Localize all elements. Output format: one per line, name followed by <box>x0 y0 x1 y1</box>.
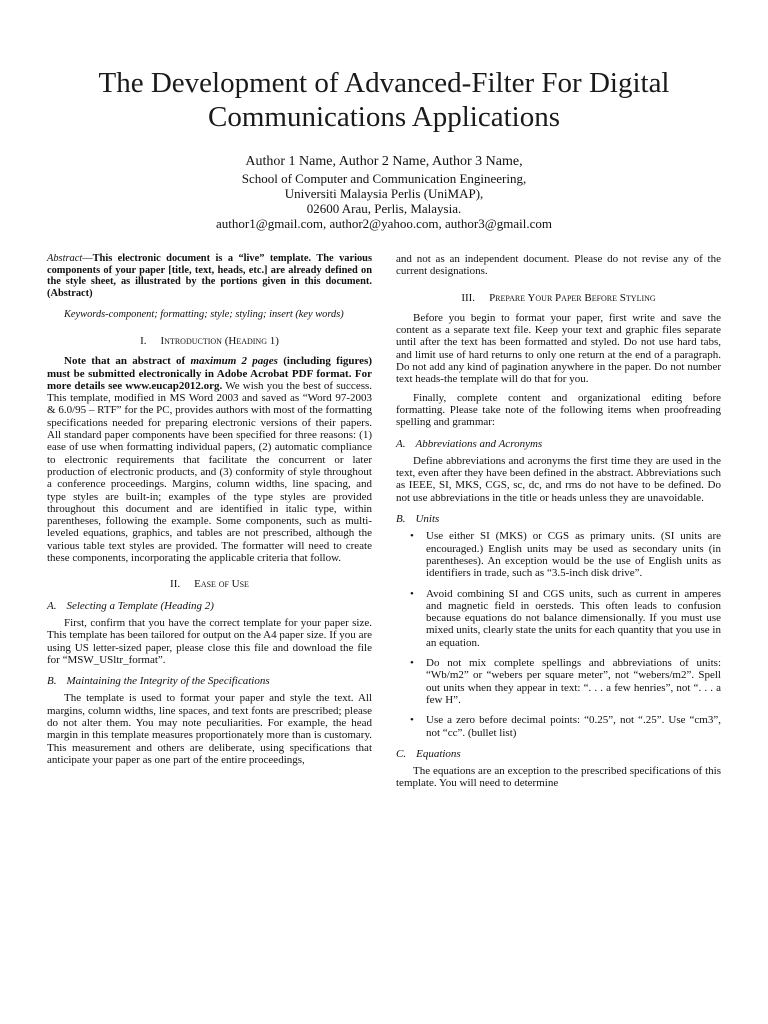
intro-bold-em: maximum 2 pages <box>190 355 278 368</box>
abstract-lead: Abstract <box>47 253 83 264</box>
author-emails: author1@gmail.com, author2@yahoo.com, author3@gmail.com <box>216 216 552 231</box>
author-names: Author 1 Name, Author 2 Name, Author 3 Name, <box>245 154 523 169</box>
section-heading-2 <box>47 578 372 590</box>
subsection-heading-3a <box>396 438 721 450</box>
intro-text: We wish you the best of success. This template, modified in MS Word 2003 and saved as “Word 97-2003 & 6.0/95 – RTF” for the PC, provides authors with most of the formatting specifications needed for preparing electronic versions of their papers. All standard paper components have been specified for three reasons: (1) ease of use when formatting individual papers, (2) automatic compliance to electronic requirements that facilitate the concurrent or later production of electronic products, and (3) conformity of style throughout a conference proceedings. Margins, column widths, line spacing, and type styles are built-in; examples of the type styles are provided throughout this document and are identified in italic type, within parentheses, following the example. Some components, such as multi-leveled equations, graphics, and tables are not prescribed, although the various table text styles are provided. The formatter will need to create these components, incorporating the applicable criteria that follow. <box>47 379 373 565</box>
intro-paragraph <box>47 355 372 564</box>
list-item: • Do not mix complete spellings and abbreviations of units: “Wb/m2” or “webers per square meter”, not “webers/m2”. Spell out units when they appear in text: “. . . a few henries”, not “. . . a few H”. <box>426 657 721 706</box>
subsection-number: A. <box>47 599 57 612</box>
right-column <box>396 253 721 796</box>
subsection-heading-3b <box>396 513 721 525</box>
units-bullet-list <box>396 530 721 738</box>
author-school: School of Computer and Communication Engineering, <box>241 171 527 186</box>
section-heading-1 <box>47 335 372 347</box>
subsection-2a-text: First, confirm that you have the correct template for your paper size. This template has been tailored for output on the A4 paper size. If you are using US letter-sized paper, please close this file and download the file for “MSW_USltr_format”. <box>47 616 372 666</box>
intro-bold-pre: Note that an abstract of <box>64 355 191 368</box>
section-number: II. <box>170 578 181 591</box>
subsection-title: Units <box>415 513 440 526</box>
subsection-title: Maintaining the Integrity of the Specifications <box>66 675 270 688</box>
list-item: • Use either SI (MKS) or CGS as primary units. (SI units are encouraged.) English units may be used as secondary units (in parentheses). An exception would be the use of English units as identifiers in trade, such as “3.5-inch disk drive”. <box>426 530 721 579</box>
subsection-title: Abbreviations and Acronyms <box>415 437 543 450</box>
section-heading-3 <box>396 292 721 304</box>
subsection-title: Selecting a Template (Heading 2) <box>66 599 214 612</box>
subsection-heading-2a <box>47 600 372 612</box>
abstract-dash: — <box>82 253 93 264</box>
subsection-number: B. <box>396 513 406 526</box>
subsection-number: A. <box>396 437 406 450</box>
section-number: III. <box>461 291 476 304</box>
section-title: Prepare Your Paper Before Styling <box>489 291 656 304</box>
subsection-2b-text: The template is used to format your paper and style the text. All margins, column widths, line spaces, and text fonts are prescribed; please do not alter them. You may note peculiarities. For example, the head margin in this template measures proportionately more than is customary. This measurement and others are deliberate, using specifications that anticipate your paper as one part of the entire proceedings, <box>47 692 372 766</box>
paper-title: The Development of Advanced-Filter For Digital Communications Applications <box>98 67 670 133</box>
subsection-3a-text: Define abbreviations and acronyms the first time they are used in the text, even after they have been defined in the abstract. Abbreviations such as IEEE, SI, MKS, CGS, sc, dc, and rms do not have to be defined. Do not use abbreviations in the title or heads unless they are unavoidable. <box>396 454 721 504</box>
subsection-2b-continued: and not as an independent document. Please do not revise any of the current designations. <box>396 253 721 278</box>
list-item: • Avoid combining SI and CGS units, such as current in amperes and magnetic field in oersteds. This often leads to confusion because equations do not balance dimensionally. If you must use mixed units, clearly state the units for each quantity that you use in an equation. <box>426 588 721 649</box>
section-title: Introduction (Heading 1) <box>160 334 279 347</box>
subsection-3c-text: The equations are an exception to the prescribed specifications of this template. You will need to determine <box>396 765 721 790</box>
section-3-paragraph-2: Finally, complete content and organizational editing before formatting. Please take note of the following items when proofreading spelling and grammar: <box>396 391 721 429</box>
subsection-number: B. <box>47 675 57 688</box>
list-item: • Use a zero before decimal points: “0.25”, not “.25”. Use “cm3”, not “cc”. (bullet list) <box>426 714 721 739</box>
subsection-heading-2b <box>47 675 372 687</box>
author-university: Universiti Malaysia Perlis (UniMAP), <box>284 186 484 201</box>
section-3-paragraph-1: Before you begin to format your paper, first write and save the content as a separate text file. Keep your text and graphic files separate until after the text has been formatted and styled. Do not use hard tabs, and limit use of hard returns to only one return at the end of a paragraph. Do not add any kind of pagination anywhere in the paper. Do not number text heads-the template will do that for you. <box>396 311 721 386</box>
keywords: Keywords-component; formatting; style; styling; insert (key words) <box>64 309 344 321</box>
abstract-text: This electronic document is a “live” template. The various components of your paper [title, text, heads, etc.] are already defined on the style sheet, as illustrated by the portions given in this document. (Abstract) <box>47 253 372 299</box>
section-title: Ease of Use <box>194 578 249 591</box>
left-column <box>47 253 372 772</box>
intro-bold-text: (including figures) must be submitted electronically in Adobe Acrobat PDF format. For more details see www.eucap2012.org. <box>47 355 372 392</box>
subsection-number: C. <box>396 747 407 760</box>
author-address: 02600 Arau, Perlis, Malaysia. <box>306 201 462 216</box>
section-number: I. <box>140 334 147 347</box>
abstract <box>47 253 372 299</box>
subsection-heading-3c <box>396 748 721 760</box>
subsection-title: Equations <box>416 747 461 760</box>
author-block <box>0 154 768 231</box>
